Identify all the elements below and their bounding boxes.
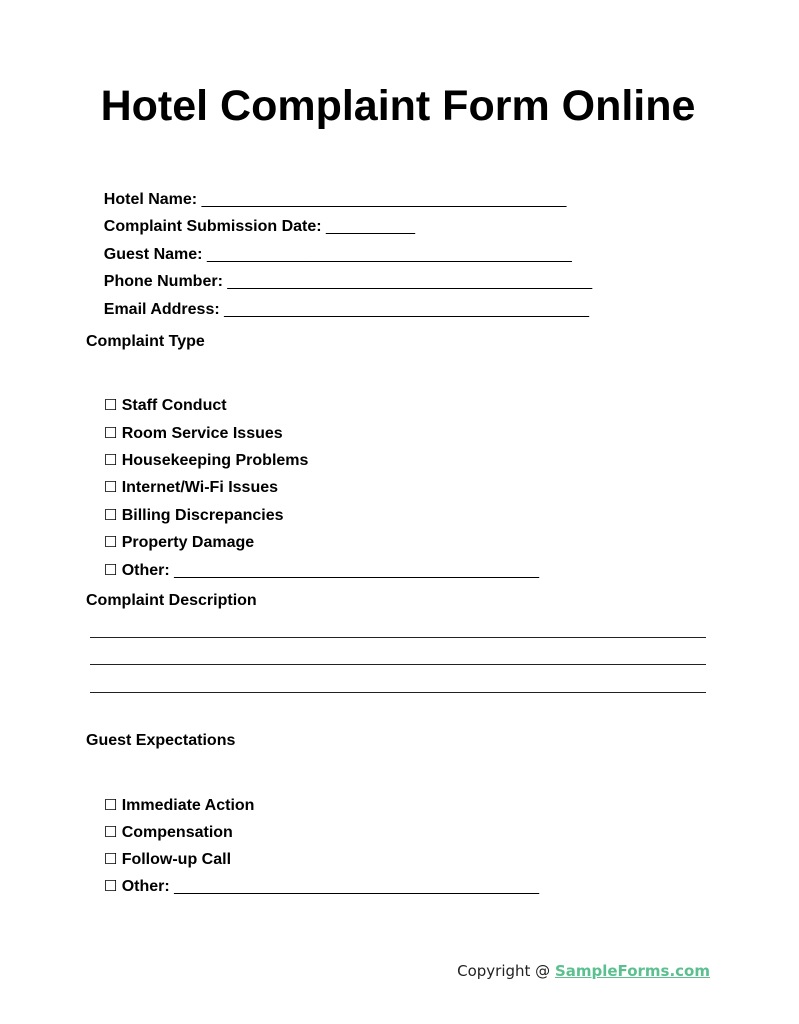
option-label: Property Damage [121,534,255,551]
description-line[interactable] [90,692,706,693]
copyright-footer [457,961,710,981]
checkbox-icon[interactable]: ☐ [103,823,118,841]
field-blank[interactable]: _________________________________________ [201,191,567,208]
field-blank[interactable]: __________ [326,218,416,235]
checkbox-icon[interactable]: ☐ [103,396,118,414]
option-label: Follow-up Call [121,851,232,868]
checkbox-icon[interactable]: ☐ [103,877,118,895]
checkbox-icon[interactable]: ☐ [103,533,118,551]
checkbox-icon[interactable]: ☐ [103,478,118,496]
option-label: Immediate Action [121,797,255,814]
other-blank[interactable]: _________________________________________ [174,562,539,579]
checkbox-icon[interactable]: ☐ [103,850,118,868]
field-label: Phone Number: [103,273,223,290]
option-label: Room Service Issues [121,425,283,442]
copyright-text: Copyright @ [457,962,555,980]
field-blank[interactable]: _________________________________________ [227,273,593,290]
option-label: Housekeeping Problems [121,452,309,469]
field-label: Guest Name: [103,246,203,263]
checkbox-icon[interactable]: ☐ [103,424,118,442]
field-label: Email Address: [103,301,220,318]
option-label: Internet/Wi-Fi Issues [121,479,279,496]
field-email-address[interactable] [86,280,589,340]
option-label: Billing Discrepancies [121,507,284,524]
option-label: Other: [121,562,170,579]
option-label: Staff Conduct [121,397,227,414]
option-label: Other: [121,878,170,895]
checkbox-option-other[interactable] [86,856,539,917]
section-heading-complaint-description: Complaint Description [86,592,257,609]
field-label: Complaint Submission Date: [103,218,322,235]
checkbox-icon[interactable]: ☐ [103,506,118,524]
section-heading-guest-expectations: Guest Expectations [86,732,236,749]
description-line[interactable] [90,637,706,638]
checkbox-icon[interactable]: ☐ [103,796,118,814]
checkbox-icon[interactable]: ☐ [103,451,118,469]
section-heading-complaint-type: Complaint Type [86,333,205,350]
other-blank[interactable]: _________________________________________ [174,878,539,895]
field-label: Hotel Name: [103,191,198,208]
option-label: Compensation [121,824,233,841]
field-blank[interactable]: _________________________________________ [206,246,572,263]
field-blank[interactable]: _________________________________________ [224,301,589,318]
page-title: Hotel Complaint Form Online [100,82,696,130]
checkbox-icon[interactable]: ☐ [103,561,118,579]
sampleforms-link[interactable]: SampleForms.com [554,962,710,980]
description-line[interactable] [90,664,706,665]
